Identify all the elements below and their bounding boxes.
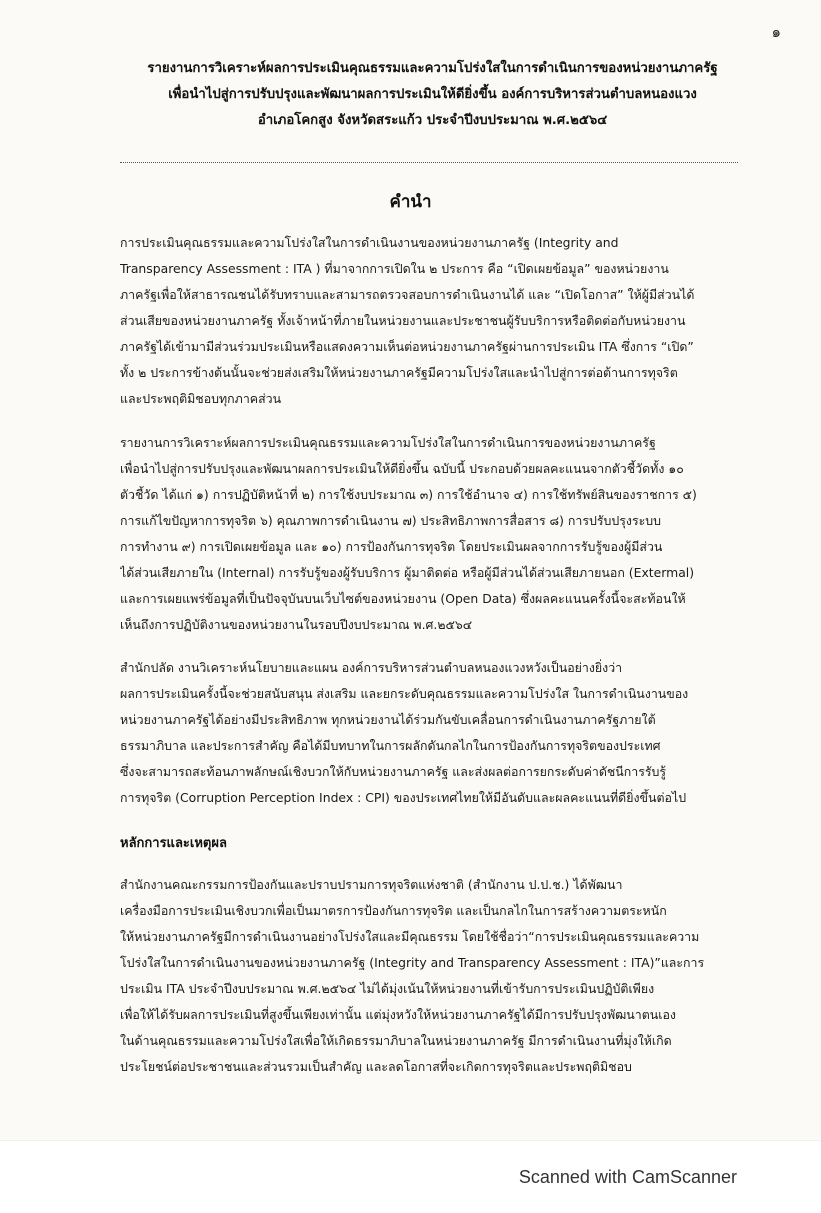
paragraph-line: ตัวชี้วัด ได้แก่ ๑) การปฏิบัติหน้าที่ ๒) การใช้งบประมาณ ๓) การใช้อำนาจ ๔) การใช้ทรัพย์สินของราชการ ๕): [120, 487, 697, 502]
paragraph-line: เครื่องมือการประเมินเชิงบวกเพื่อเป็นมาตรการป้องกันการทุจริต และเป็นกลไกในการสร้างความตระหนัก: [120, 903, 667, 918]
paragraph-line: ให้หน่วยงานภาครัฐมีการดำเนินงานอย่างโปร่งใสและมีคุณธรรม โดยใช้ชื่อว่า“การประเมินคุณธรรมและความ: [120, 929, 700, 944]
paragraph-line: การทุจริต (Corruption Perception Index : CPI) ของประเทศไทยให้มีอันดับและผลคะแนนที่ดียิ่งขึ้นต่อไป: [120, 790, 687, 805]
rationale-paragraph: [120, 872, 750, 1080]
paragraph-line: การทำงาน ๙) การเปิดเผยข้อมูล และ ๑๐) การป้องกันการทุจริต โดยประเมินผลจากการรับรู้ของผู้มีส่วน: [120, 539, 663, 554]
paragraph-line: เพื่อนำไปสู่การปรับปรุงและพัฒนาผลการประเมินให้ดียิ่งขึ้น ฉบับนี้ ประกอบด้วยผลคะแนนจากตัวชี้วัดทั้ง ๑๐: [120, 461, 684, 476]
paragraph-line: ซึ่งจะสามารถสะท้อนภาพลักษณ์เชิงบวกให้กับหน่วยงานภาครัฐ และส่งผลต่อการยกระดับค่าดัชนีการรับรู้: [120, 764, 667, 779]
paragraph-line: ภาครัฐได้เข้ามามีส่วนร่วมประเมินหรือแสดงความเห็นต่อหน่วยงานภาครัฐผ่านการประเมิน ITA ซึ่งการ “เปิด”: [120, 339, 694, 354]
paragraph-line: และการเผยแพร่ข้อมูลที่เป็นปัจจุบันบนเว็บไซต์ของหน่วยงาน (Open Data) ซึ่งผลคะแนนครั้งนี้จะสะท้อนให้: [120, 591, 686, 606]
paragraph-line: ส่วนเสียของหน่วยงานภาครัฐ ทั้งเจ้าหน้าที่ภายในหน่วยงานและประชาชนผู้รับบริการหรือติดต่อกับหน่วยงาน: [120, 313, 686, 328]
report-title-line: รายงานการวิเคราะห์ผลการประเมินคุณธรรมและความโปร่งใสในการดำเนินการของหน่วยงานภาครัฐ: [147, 61, 718, 76]
paragraph-line: การประเมินคุณธรรมและความโปร่งใสในการดำเนินงานของหน่วยงานภาครัฐ (Integrity and: [120, 235, 619, 250]
preface-heading: คำนำ: [389, 192, 432, 212]
report-title-line: เพื่อนำไปสู่การปรับปรุงและพัฒนาผลการประเมินให้ดียิ่งขึ้น องค์การบริหารส่วนตำบลหนองแวง: [168, 87, 697, 102]
paragraph-line: ได้ส่วนเสียภายใน (Internal) การรับรู้ของผู้รับบริการ ผู้มาติดต่อ หรือผู้มีส่วนได้ส่วนเสียภายนอก (Extermal): [120, 565, 695, 580]
paragraph-line: เพื่อให้ได้รับผลการประเมินที่สูงขึ้นเพียงเท่านั้น แต่มุ่งหวังให้หน่วยงานภาครัฐได้มีการปรับปรุงพัฒนาตนเอง: [120, 1007, 676, 1022]
dotted-divider: [120, 162, 738, 163]
paragraph-line: ผลการประเมินครั้งนี้จะช่วยสนับสนุน ส่งเสริม และยกระดับคุณธรรมและความโปร่งใส ในการดำเนินงานของ: [120, 686, 689, 701]
paragraph-line: สำนักงานคณะกรรมการป้องกันและปราบปรามการทุจริตแห่งชาติ (สำนักงาน ป.ป.ช.) ได้พัฒนา: [120, 877, 623, 892]
paragraph-line: ประโยชน์ต่อประชาชนและส่วนรวมเป็นสำคัญ และลดโอกาสที่จะเกิดการทุจริตและประพฤติมิชอบ: [120, 1059, 632, 1074]
paragraph-line: รายงานการวิเคราะห์ผลการประเมินคุณธรรมและความโปร่งใสในการดำเนินการของหน่วยงานภาครัฐ: [120, 435, 656, 450]
paragraph-line: ในด้านคุณธรรมและความโปร่งใสเพื่อให้เกิดธรรมาภิบาลในหน่วยงานภาครัฐ มีการดำเนินงานที่มุ่งให้เกิด: [120, 1033, 672, 1048]
paragraph-line: Transparency Assessment : ITA ) ที่มาจากการเปิดใน ๒ ประการ คือ “เปิดเผยข้อมูล” ของหน่วยงาน: [120, 261, 669, 276]
report-title: [110, 56, 755, 134]
paragraph-line: และประพฤติมิชอบทุกภาคส่วน: [120, 391, 282, 406]
paragraph-line: ทั้ง ๒ ประการข้างต้นนั้นจะช่วยส่งเสริมให้หน่วยงานภาครัฐมีความโปร่งใสและนำไปสู่การต่อต้านการทุจริต: [120, 365, 678, 380]
scanner-watermark: Scanned with CamScanner: [518, 1167, 737, 1187]
page-number: ๑: [771, 23, 781, 41]
preface-paragraph-2: [120, 430, 750, 638]
paragraph-line: ภาครัฐเพื่อให้สาธารณชนได้รับทราบและสามารถตรวจสอบการดำเนินงานได้ และ “เปิดโอกาส” ให้ผู้มีส่วนได้: [120, 287, 695, 302]
paragraph-line: การแก้ไขปัญหาการทุจริต ๖) คุณภาพการดำเนินงาน ๗) ประสิทธิภาพการสื่อสาร ๘) การปรับปรุงระบบ: [120, 513, 661, 528]
paragraph-line: ธรรมาภิบาล และประการสำคัญ คือได้มีบทบาทในการผลักดันกลไกในการป้องกันการทุจริตของประเทศ: [120, 738, 661, 753]
preface-paragraph-1: [120, 230, 750, 412]
report-title-line: อำเภอโคกสูง จังหวัดสระแก้ว ประจำปีงบประมาณ พ.ศ.๒๕๖๔: [257, 113, 608, 128]
paragraph-line: โปร่งใสในการดำเนินงานของหน่วยงานภาครัฐ (Integrity and Transparency Assessment : ITA)”และการ: [120, 955, 705, 970]
paragraph-line: เห็นถึงการปฏิบัติงานของหน่วยงานในรอบปีงบประมาณ พ.ศ.๒๕๖๔: [120, 617, 473, 632]
preface-paragraph-3: [120, 655, 750, 811]
paragraph-line: หน่วยงานภาครัฐได้อย่างมีประสิทธิภาพ ทุกหน่วยงานได้ร่วมกันขับเคลื่อนการดำเนินงานภาครัฐภายใต้: [120, 712, 656, 727]
paragraph-line: สำนักปลัด งานวิเคราะห์นโยบายและแผน องค์การบริหารส่วนตำบลหนองแวงหวังเป็นอย่างยิ่งว่า: [120, 660, 623, 675]
paragraph-line: ประเมิน ITA ประจำปีงบประมาณ พ.ศ.๒๕๖๔ ไม่ได้มุ่งเน้นให้หน่วยงานที่เข้ารับการประเมินปฏิบัติเพียง: [120, 981, 655, 996]
section-heading: หลักการและเหตุผล: [120, 836, 227, 851]
